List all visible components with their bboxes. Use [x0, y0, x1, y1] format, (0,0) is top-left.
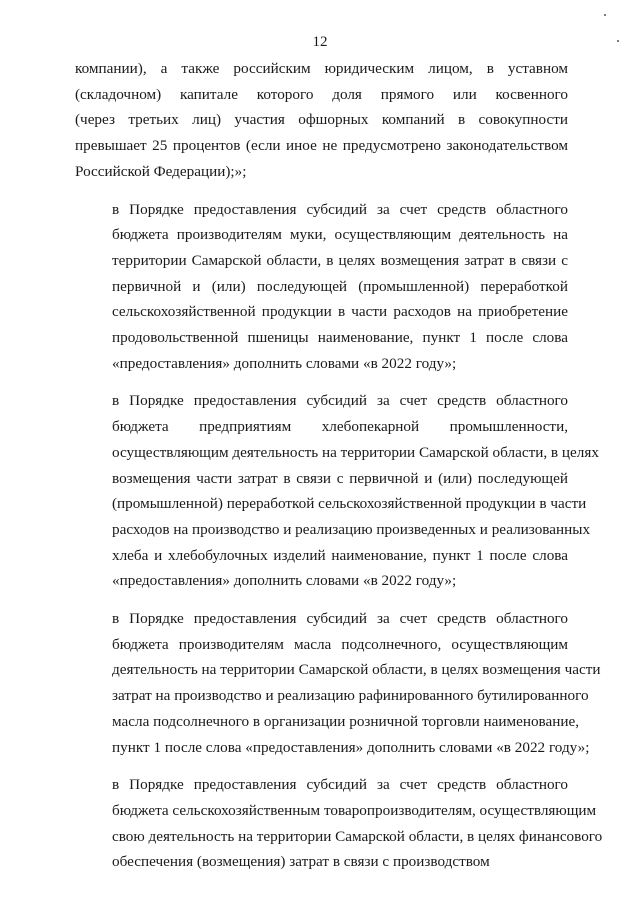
text-line: компании), а также российским юридическим лицом, в уставном [75, 60, 568, 77]
paragraph [75, 56, 568, 185]
text-line: расходов на производство и реализацию произведенных и реализованных [112, 520, 591, 538]
text-line: деятельность на территории Самарской области, в целях возмещения части [112, 661, 601, 679]
text-line: продовольственной пшеницы наименование, пункт 1 после слова [112, 329, 568, 347]
paragraph [75, 388, 599, 594]
paragraph [75, 197, 568, 377]
text-line: в Порядке предоставления субсидий за счет средств областного [112, 200, 568, 218]
text-line: сельскохозяйственной продукции в части расходов на приобретение [112, 303, 568, 321]
text-line: бюджета предприятиям хлебопекарной промышленности, [112, 418, 568, 436]
text-line: (промышленной) переработкой сельскохозяйственной продукции в части [112, 495, 587, 513]
text-line: «предоставления» дополнить словами «в 2022 году»; [112, 354, 457, 372]
text-line: в Порядке предоставления субсидий за счет средств областного [112, 776, 568, 794]
text-line: осуществляющим деятельность на территории Самарской области, в целях [112, 443, 599, 461]
text-line: бюджета сельскохозяйственным товаропроизводителям, осуществляющим [112, 801, 597, 819]
text-line: масла подсолнечного в организации розничной торговли наименование, [112, 712, 580, 730]
text-line: обеспечения (возмещения) затрат в связи с производством [112, 853, 490, 871]
text-line: бюджета производителям масла подсолнечного, осуществляющим [112, 635, 568, 653]
text-line: возмещения части затрат в связи с первичной и (или) последующей [112, 469, 568, 487]
scan-speck [617, 40, 619, 42]
paragraph [75, 772, 603, 875]
text-line: хлеба и хлебобулочных изделий наименование, пункт 1 после слова [112, 546, 568, 564]
text-line: «предоставления» дополнить словами «в 2022 году»; [112, 572, 457, 590]
page-number: 12 [312, 34, 328, 50]
text-line: бюджета производителям муки, осуществляющим деятельность на [112, 226, 568, 244]
text-line: в Порядке предоставления субсидий за счет средств областного [112, 610, 568, 628]
text-line: (через третьих лиц) участия офшорных компаний в совокупности [75, 111, 568, 129]
text-line: (складочном) капитале которого доля прямого или косвенного [75, 85, 568, 103]
text-line: свою деятельность на территории Самарской области, в целях финансового [112, 827, 603, 845]
text-line: в Порядке предоставления субсидий за счет средств областного [112, 392, 568, 410]
text-line: превышает 25 процентов (если иное не предусмотрено законодательством [75, 137, 568, 155]
text-line: Российской Федерации);»; [75, 162, 247, 180]
text-line: пункт 1 после слова «предоставления» дополнить словами «в 2022 году»; [112, 738, 590, 756]
document-body [75, 56, 603, 887]
text-line: первичной и (или) последующей (промышленной) переработкой [112, 277, 568, 295]
text-line: затрат на производство и реализацию рафинированного бутилированного [112, 687, 589, 705]
paragraph [75, 606, 601, 760]
text-line: территории Самарской области, в целях возмещения затрат в связи с [112, 251, 568, 269]
scan-speck [604, 14, 606, 16]
